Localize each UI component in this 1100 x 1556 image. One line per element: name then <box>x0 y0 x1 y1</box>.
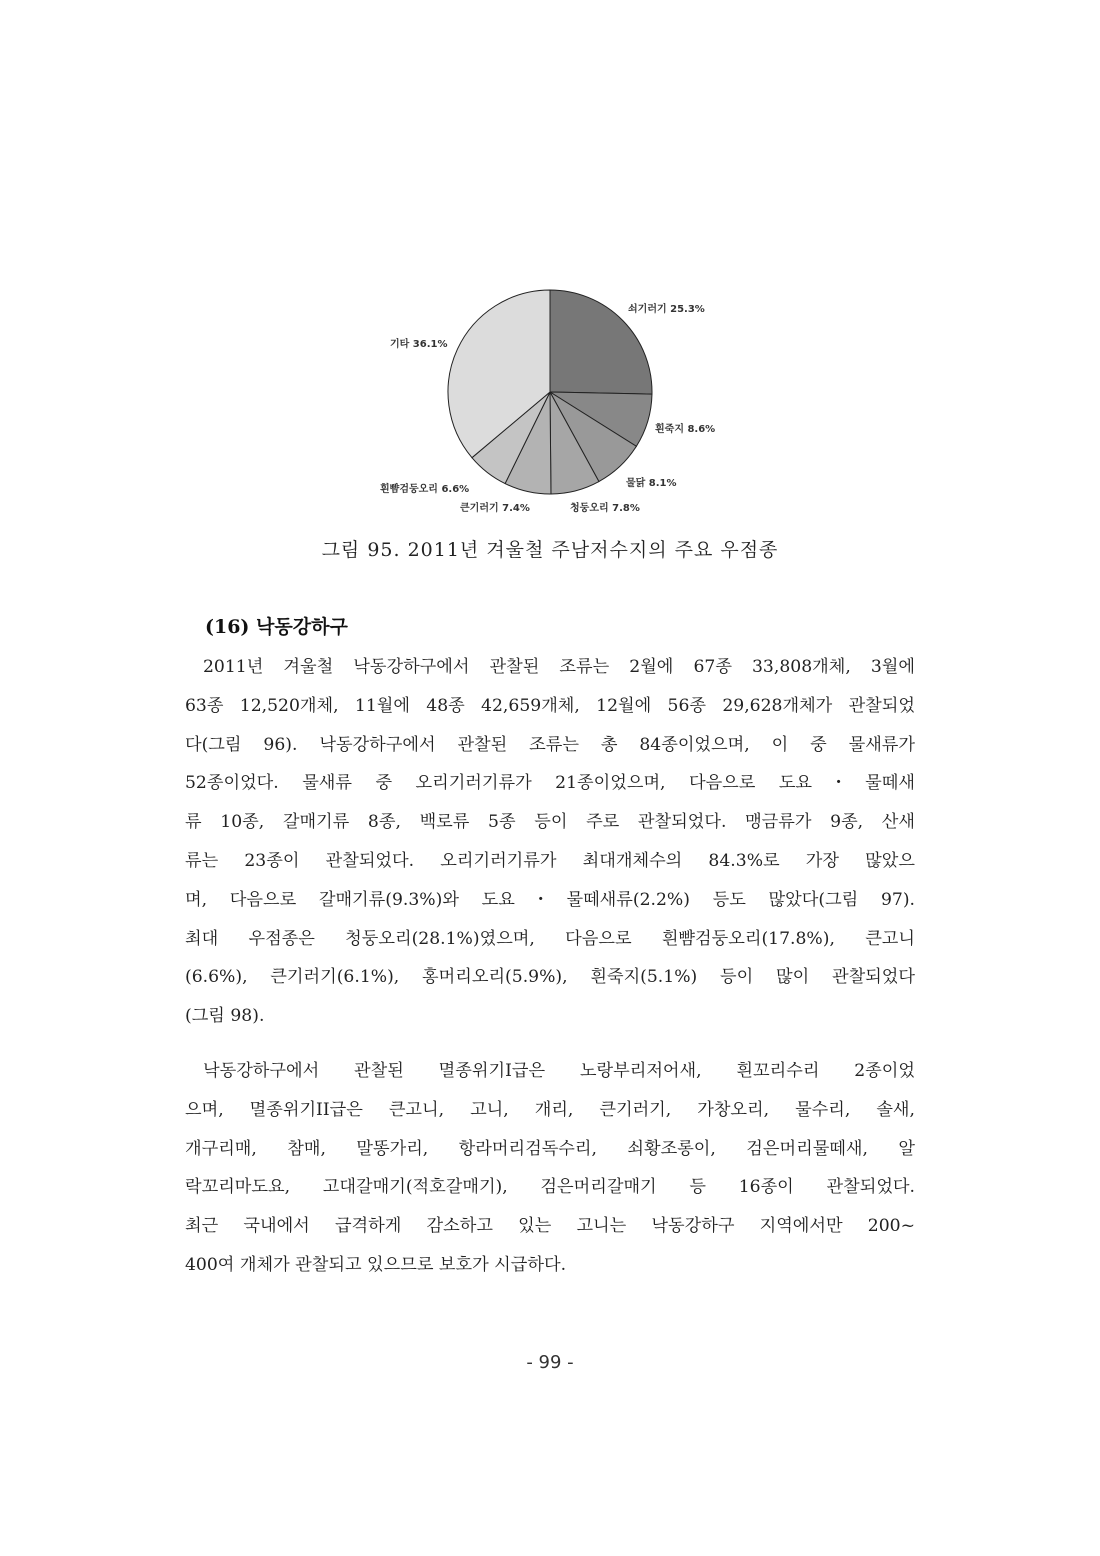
figure-caption: 그림 95. 2011년 겨울철 주남저수지의 주요 우점종 <box>321 539 779 561</box>
slice-label-흰뺨검둥오리: 흰뺨검둥오리 6.6% <box>380 484 470 495</box>
section-heading <box>205 612 348 639</box>
slice-label-물닭: 물닭 8.1% <box>626 478 677 489</box>
text-line: 400여 개체가 관찰되고 있으므로 보호가 시급하다. <box>185 1254 567 1275</box>
page-number: - 99 - <box>526 1352 574 1373</box>
text-line: 63종 12,520개체, 11월에 48종 42,659개체, 12월에 56종 29,628개체가 관찰되었 <box>185 695 915 716</box>
text-line: 류 10종, 갈매기류 8종, 백로류 5종 등이 주로 관찰되었다. 맹금류가 9종, 산새 <box>185 812 915 833</box>
text-line: (6.6%), 큰기러기(6.1%), 홍머리오리(5.9%), 흰죽지(5.1%) 등이 많이 관찰되었다 <box>185 967 915 988</box>
text-line: 며, 다음으로 갈매기류(9.3%)와 도요・물떼새류(2.2%) 등도 많았다(그림 97). <box>185 889 915 910</box>
text-line: 2011년 겨울철 낙동강하구에서 관찰된 조류는 2월에 67종 33,808개체, 3월에 <box>203 657 915 677</box>
text-line: 락꼬리마도요, 고대갈매기(적호갈매기), 검은머리갈매기 등 16종이 관찰되었다. <box>185 1177 915 1198</box>
section-number: (16) <box>205 616 250 638</box>
slice-label-기타: 기타 36.1% <box>390 339 448 350</box>
slice-label-흰죽지: 흰죽지 8.6% <box>655 424 716 435</box>
slice-label-쇠기러기: 쇠기러기 25.3% <box>628 304 705 315</box>
text-line: 52종이었다. 물새류 중 오리기러기류가 21종이었으며, 다음으로 도요・물떼새 <box>185 773 915 794</box>
text-line: (그림 98). <box>185 1006 265 1027</box>
paragraph-2 <box>185 1052 915 1285</box>
paragraph-1 <box>185 648 915 1036</box>
section-title: 낙동강하구 <box>256 616 348 638</box>
pie-chart <box>340 270 760 530</box>
text-line: 낙동강하구에서 관찰된 멸종위기I급은 노랑부리저어새, 흰꼬리수리 2종이었 <box>203 1061 915 1081</box>
slice-label-큰기러기: 큰기러기 7.4% <box>460 503 530 514</box>
text-line: 으며, 멸종위기II급은 큰고니, 고니, 개리, 큰기러기, 가창오리, 물수리, 솔새, <box>185 1099 915 1120</box>
text-line: 개구리매, 참매, 말똥가리, 항라머리검독수리, 쇠황조롱이, 검은머리물떼새, 알 <box>185 1138 915 1159</box>
slice-label-청둥오리: 청둥오리 7.8% <box>570 503 640 514</box>
text-line: 다(그림 96). 낙동강하구에서 관찰된 조류는 총 84종이었으며, 이 중 물새류가 <box>185 734 915 755</box>
text-line: 최근 국내에서 급격하게 감소하고 있는 고니는 낙동강하구 지역에서만 200~ <box>185 1216 915 1237</box>
text-line: 류는 23종이 관찰되었다. 오리기러기류가 최대개체수의 84.3%로 가장 많았으 <box>185 850 915 871</box>
text-line: 최대 우점종은 청둥오리(28.1%)였으며, 다음으로 흰뺨검둥오리(17.8%), 큰고니 <box>185 928 915 949</box>
